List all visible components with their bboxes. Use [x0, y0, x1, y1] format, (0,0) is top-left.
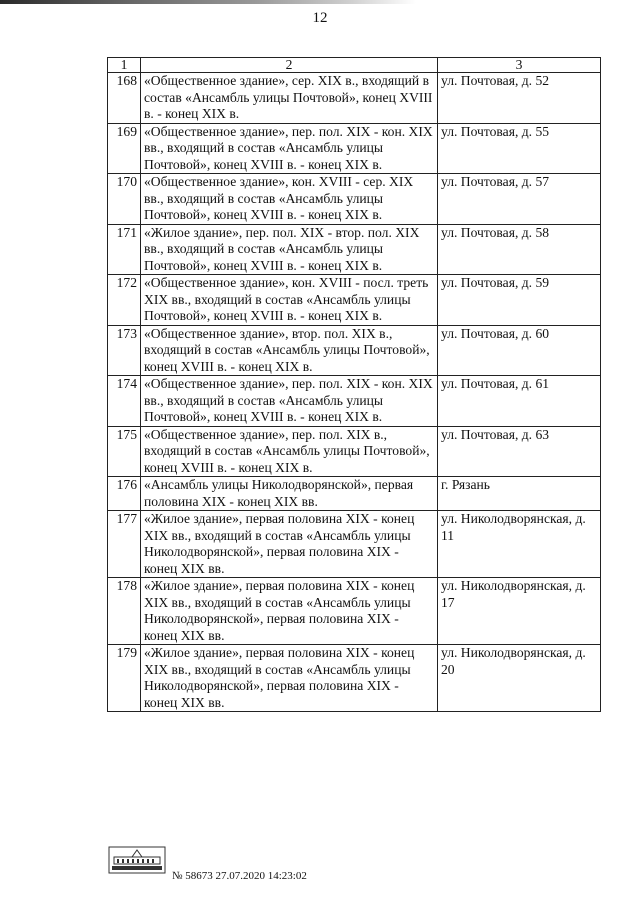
- object-name: «Жилое здание», первая половина XIX - конец XIX вв., входящий в состав «Ансамбль улицы Николодворянской», первая половина XIX - конец XIX вв.: [141, 645, 438, 712]
- row-number: 168: [108, 73, 141, 124]
- table-row: [108, 477, 601, 511]
- row-number: 169: [108, 123, 141, 174]
- object-name: «Общественное здание», сер. XIX в., входящий в состав «Ансамбль улицы Почтовой», конец XVIII в. - конец XIX в.: [141, 73, 438, 124]
- object-address: ул. Почтовая, д. 59: [438, 275, 601, 326]
- object-name: «Общественное здание», пер. пол. XIX - кон. XIX вв., входящий в состав «Ансамбль улицы Почтовой», конец XVIII в. - конец XIX в.: [141, 123, 438, 174]
- object-address: ул. Почтовая, д. 52: [438, 73, 601, 124]
- row-number: 176: [108, 477, 141, 511]
- object-address: ул. Николодворянская, д. 17: [438, 578, 601, 645]
- page-number: 12: [312, 10, 328, 26]
- object-address: ул. Почтовая, д. 57: [438, 174, 601, 225]
- table-row: [108, 645, 601, 712]
- scan-edge: [0, 0, 640, 4]
- document-registration-number: № 58673 27.07.2020 14:23:02: [172, 870, 307, 882]
- column-header-name: 2: [141, 58, 438, 73]
- document-footer: [108, 842, 408, 892]
- row-number: 179: [108, 645, 141, 712]
- building-stamp-icon: [108, 846, 166, 874]
- table-row: [108, 174, 601, 225]
- object-name: «Общественное здание», кон. XVIII - посл. треть XIX вв., входящий в состав «Ансамбль улицы Почтовой», конец XVIII в. - конец XIX в.: [141, 275, 438, 326]
- row-number: 174: [108, 376, 141, 427]
- table-row: [108, 426, 601, 477]
- object-address: ул. Почтовая, д. 63: [438, 426, 601, 477]
- table-row: [108, 275, 601, 326]
- object-address: ул. Почтовая, д. 60: [438, 325, 601, 376]
- object-name: «Общественное здание», кон. XVIII - сер. XIX вв., входящий в состав «Ансамбль улицы Почтовой», конец XVIII в. - конец XIX в.: [141, 174, 438, 225]
- table-row: [108, 123, 601, 174]
- object-name: «Жилое здание», первая половина XIX - конец XIX вв., входящий в состав «Ансамбль улицы Николодворянской», первая половина XIX - конец XIX вв.: [141, 511, 438, 578]
- object-name: «Общественное здание», втор. пол. XIX в., входящий в состав «Ансамбль улицы Почтовой», конец XVIII в. - конец XIX в.: [141, 325, 438, 376]
- row-number: 172: [108, 275, 141, 326]
- column-header-address: 3: [438, 58, 601, 73]
- object-address: г. Рязань: [438, 477, 601, 511]
- row-number: 173: [108, 325, 141, 376]
- table-row: [108, 376, 601, 427]
- table-header-row: [108, 58, 601, 73]
- row-number: 170: [108, 174, 141, 225]
- object-address: ул. Почтовая, д. 58: [438, 224, 601, 275]
- object-address: ул. Почтовая, д. 61: [438, 376, 601, 427]
- table-row: [108, 73, 601, 124]
- object-address: ул. Николодворянская, д. 20: [438, 645, 601, 712]
- table-row: [108, 325, 601, 376]
- table-row: [108, 578, 601, 645]
- column-header-number: 1: [108, 58, 141, 73]
- row-number: 171: [108, 224, 141, 275]
- object-name: «Общественное здание», пер. пол. XIX в., входящий в состав «Ансамбль улицы Почтовой», конец XVIII в. - конец XIX в.: [141, 426, 438, 477]
- table-row: [108, 511, 601, 578]
- row-number: 175: [108, 426, 141, 477]
- object-name: «Общественное здание», пер. пол. XIX - кон. XIX вв., входящий в состав «Ансамбль улицы Почтовой», конец XVIII в. - конец XIX в.: [141, 376, 438, 427]
- heritage-registry-table: [107, 57, 601, 712]
- object-name: «Жилое здание», первая половина XIX - конец XIX вв., входящий в состав «Ансамбль улицы Николодворянской», первая половина XIX - конец XIX вв.: [141, 578, 438, 645]
- object-address: ул. Николодворянская, д. 11: [438, 511, 601, 578]
- row-number: 177: [108, 511, 141, 578]
- object-name: «Ансамбль улицы Николодворянской», первая половина XIX - конец XIX вв.: [141, 477, 438, 511]
- object-name: «Жилое здание», пер. пол. XIX - втор. пол. XIX вв., входящий в состав «Ансамбль улицы Почтовой», конец XVIII в. - конец XIX в.: [141, 224, 438, 275]
- object-address: ул. Почтовая, д. 55: [438, 123, 601, 174]
- row-number: 178: [108, 578, 141, 645]
- table-row: [108, 224, 601, 275]
